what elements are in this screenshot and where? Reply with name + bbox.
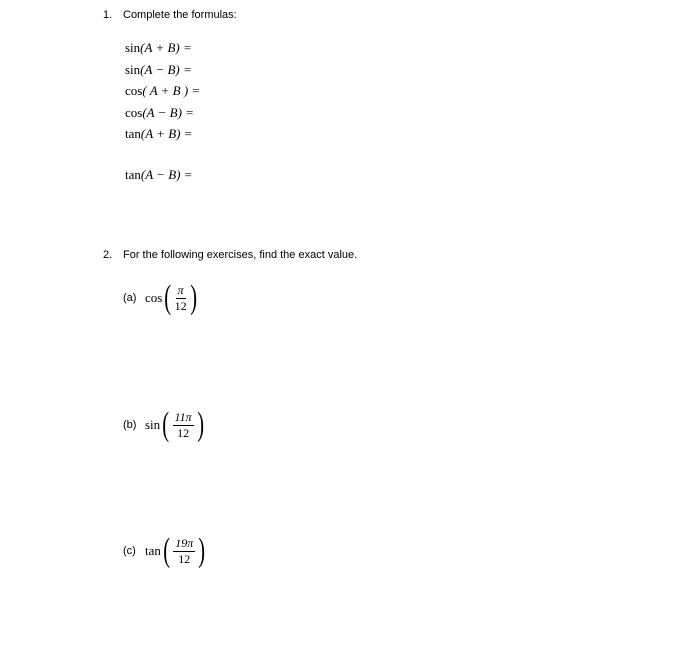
formula-cos-diff bbox=[125, 105, 194, 121]
formula-args: (A − B) = bbox=[140, 167, 193, 182]
formula-sin-sum bbox=[125, 40, 192, 56]
question-1-number: 1. bbox=[103, 9, 113, 21]
exercise-a-expression bbox=[145, 281, 199, 315]
exercise-c-denominator: 12 bbox=[178, 551, 191, 566]
formula-args: ( A + B ) = bbox=[142, 83, 201, 98]
exercise-a-fraction bbox=[174, 284, 188, 313]
question-2-prompt: For the following exercises, find the exact value. bbox=[123, 249, 358, 261]
exercise-b-fraction bbox=[172, 411, 195, 440]
formula-tan-sum bbox=[125, 126, 193, 142]
question-2-number: 2. bbox=[103, 249, 113, 261]
formula-fn: cos bbox=[125, 83, 143, 98]
right-paren: ) bbox=[198, 532, 206, 569]
exercise-c-fraction bbox=[172, 537, 196, 566]
formula-sin-diff bbox=[125, 62, 192, 78]
formula-fn: tan bbox=[125, 167, 141, 182]
question-1-prompt: Complete the formulas: bbox=[123, 9, 237, 21]
exercise-c-expression bbox=[145, 534, 208, 568]
exercise-a-denominator: 12 bbox=[174, 298, 187, 313]
left-paren: ( bbox=[162, 406, 170, 443]
formula-fn: cos bbox=[125, 105, 143, 120]
exercise-c-fn: tan bbox=[145, 543, 161, 558]
left-paren: ( bbox=[163, 532, 170, 569]
left-paren: ( bbox=[164, 279, 172, 316]
exercise-a-label: (a) bbox=[123, 292, 137, 304]
exercise-b-denominator: 12 bbox=[177, 425, 190, 440]
exercise-b-fn: sin bbox=[145, 417, 161, 432]
exercise-b-numerator: 11π bbox=[174, 409, 192, 424]
formula-args: (A − B) = bbox=[140, 62, 192, 77]
exercise-a-numerator: π bbox=[177, 282, 184, 297]
formula-tan-diff bbox=[125, 167, 193, 183]
exercise-c-numerator: 19π bbox=[175, 535, 194, 550]
formula-fn: sin bbox=[125, 40, 141, 55]
right-paren: ) bbox=[196, 406, 204, 443]
formula-fn: tan bbox=[125, 126, 141, 141]
formula-args: (A − B) = bbox=[142, 105, 194, 120]
exercise-c-label: (c) bbox=[123, 545, 136, 557]
exercise-a-fn: cos bbox=[145, 290, 163, 305]
formula-args: (A + B) = bbox=[140, 126, 193, 141]
formula-fn: sin bbox=[125, 62, 141, 77]
exercise-b-expression bbox=[145, 408, 206, 442]
formula-args: (A + B) = bbox=[140, 40, 192, 55]
formula-cos-sum bbox=[125, 83, 200, 99]
exercise-b-label: (b) bbox=[123, 419, 137, 431]
right-paren: ) bbox=[189, 279, 197, 316]
